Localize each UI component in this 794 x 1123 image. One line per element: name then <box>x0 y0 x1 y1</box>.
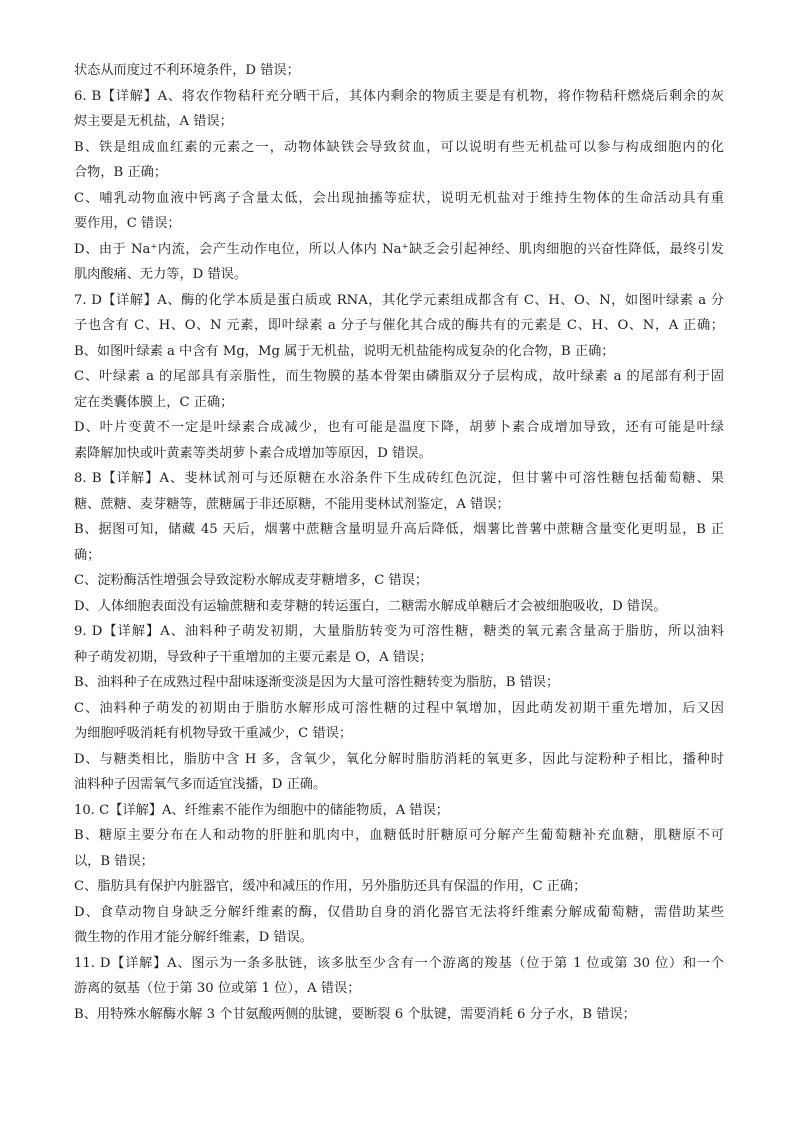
text-line: 10. C【详解】A、纤维素不能作为细胞中的储能物质，A 错误； <box>74 802 449 818</box>
text-line: 9. D【详解】A、油料种子萌发初期，大量脂肪转变为可溶性糖，糖类的氧元素含量高于脂肪，所以油料 <box>74 624 724 639</box>
text-line: 状态从而度过不利环境条件，D 错误； <box>74 63 300 78</box>
text-line: 为细胞呼吸消耗有机物导致干重减少，C 错误； <box>74 726 353 741</box>
text-line: C、油料种子萌发的初期由于脂肪水解形成可溶性糖的过程中氧增加，因此萌发初期干重先增加，后又因 <box>74 700 724 716</box>
text-line: B、糖原主要分布在人和动物的肝脏和肌肉中，血糖低时肝糖原可分解产生葡萄糖补充血糖，肌糖原不可 <box>74 828 724 843</box>
text-line: 游离的氨基（位于第 30 位或第 1 位），A 错误； <box>74 981 361 996</box>
text-line: B、据图可知，储藏 45 天后，烟薯中蔗糖含量明显升高后降低，烟薯比普薯中蔗糖含量变化更明显，B 正 <box>74 522 725 537</box>
text-line: C、叶绿素 a 的尾部具有亲脂性，而生物膜的基本骨架由磷脂双分子层构成，故叶绿素 a 的尾部有利于固 <box>74 369 724 384</box>
text-line: 子也含有 C、H、O、N 元素，即叶绿素 a 分子与催化其合成的酶共有的元素是 C、H、O、N，A 正确； <box>74 318 724 333</box>
text-line: C、哺乳动物血液中钙离子含量太低，会出现抽搐等症状，说明无机盐对于维持生物体的生命活动具有重 <box>74 190 724 206</box>
text-line: B、油料种子在成熟过程中甜味逐渐变淡是因为大量可溶性糖转变为脂肪，B 错误； <box>74 675 560 690</box>
text-line: D、食草动物自身缺乏分解纤维素的酶，仅借助自身的消化器官无法将纤维素分解成葡萄糖，需借助某些 <box>74 904 724 920</box>
text-line: 6. B【详解】A、将农作物秸秆充分晒干后，其体内剩余的物质主要是有机物，将作物秸秆燃烧后剩余的灰 <box>74 88 724 104</box>
text-line: D、叶片变黄不一定是叶绿素合成减少，也有可能是温度下降，胡萝卜素合成增加导致，还有可能是叶绿 <box>74 420 724 435</box>
text-line: 要作用，C 错误； <box>74 216 181 231</box>
text-line: 11. D【详解】A、图示为一条多肽链，该多肽至少含有一个游离的羧基（位于第 1 位或第 30 位）和一个 <box>74 955 724 971</box>
text-line: 肌肉酸痛、无力等，D 错误。 <box>74 267 248 282</box>
text-line: B、用特殊水解酶水解 3 个甘氨酸两侧的肽键，要断裂 6 个肽键，需要消耗 6 分子水，B 错误； <box>74 1006 636 1022</box>
text-line: 油料种子因需氧气多而适宜浅播，D 正确。 <box>74 777 327 792</box>
text-line: 种子萌发初期，导致种子干重增加的主要元素是 O，A 错误； <box>74 649 433 665</box>
text-line: C、淀粉酶活性增强会导致淀粉水解成麦芽糖增多，C 错误； <box>74 573 429 588</box>
text-line: 8. B【详解】A、斐林试剂可与还原糖在水浴条件下生成砖红色沉淀，但甘薯中可溶性糖包括葡萄糖、果 <box>74 471 724 486</box>
text-line: B、铁是组成血红素的元素之一，动物体缺铁会导致贫血，可以说明有些无机盐可以参与构成细胞内的化 <box>74 139 724 155</box>
text-line: 微生物的作用才能分解纤维素，D 错误。 <box>74 930 313 945</box>
text-line: 合物，B 正确； <box>74 165 168 180</box>
text-line: C、脂肪具有保护内脏器官，缓冲和减压的作用，另外脂肪还具有保温的作用，C 正确； <box>74 879 587 894</box>
text-line: D、与糖类相比，脂肪中含 H 多，含氧少，氧化分解时脂肪消耗的氧更多，因此与淀粉种子相比，播种时 <box>74 751 724 767</box>
text-line: D、人体细胞表面没有运输蔗糖和麦芽糖的转运蛋白，二糖需水解成单糖后才会被细胞吸收，D 错误。 <box>74 598 667 614</box>
text-line: 素降解加快或叶黄素等类胡萝卜素合成增加等原因，D 错误。 <box>74 445 432 461</box>
text-line: 以，B 错误； <box>74 853 154 869</box>
text-line: B、如图叶绿素 a 中含有 Mg，Mg 属于无机盐，说明无机盐能构成复杂的化合物，B 正确； <box>74 343 615 359</box>
text-line: 确； <box>74 547 101 563</box>
text-line: 7. D【详解】A、酶的化学本质是蛋白质或 RNA，其化学元素组成都含有 C、H、O、N，如图叶绿素 a 分 <box>74 292 724 308</box>
text-line: 定在类囊体膜上，C 正确； <box>74 394 234 410</box>
text-line: D、由于 Na⁺内流，会产生动作电位，所以人体内 Na⁺缺乏会引起神经、肌肉细胞的兴奋性降低，最终引发 <box>74 241 724 257</box>
text-line: 烬主要是无机盐，A 错误； <box>74 114 233 129</box>
text-line: 糖、蔗糖、麦芽糖等，蔗糖属于非还原糖，不能用斐林试剂鉴定，A 错误； <box>74 496 510 512</box>
document-page <box>74 58 724 1027</box>
